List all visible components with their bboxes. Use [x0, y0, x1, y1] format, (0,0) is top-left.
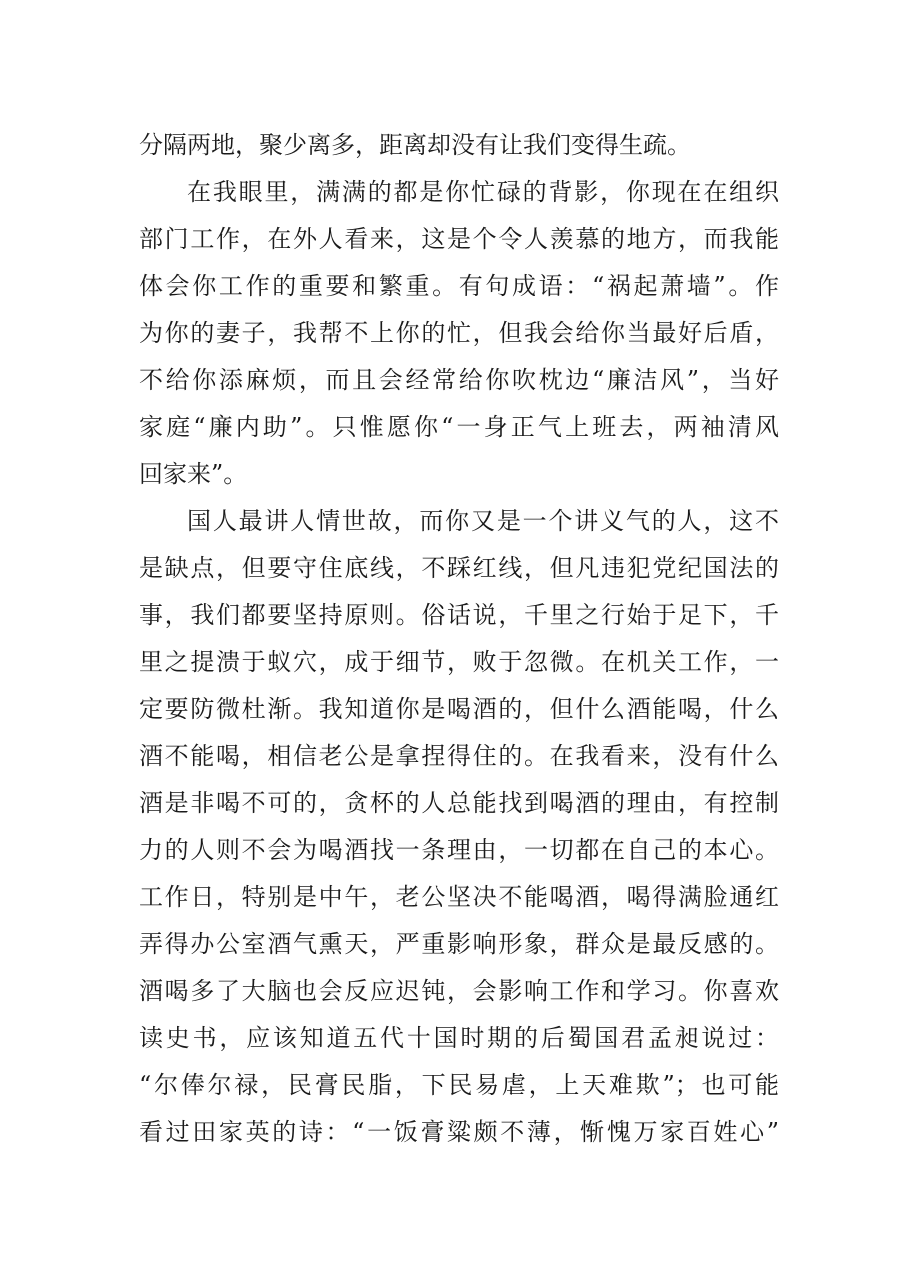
text-line: 酒喝多了大脑也会反应迟钝，会影响工作和学习。你喜欢	[139, 977, 779, 1005]
text-line: 分隔两地，聚少离多，距离却没有让我们变得生疏。	[139, 131, 691, 159]
text-line: 体会你工作的重要和繁重。有句成语：“祸起萧墙”。作	[139, 272, 779, 300]
text-line: 回家来”。	[139, 460, 248, 488]
text-line: 工作日，特别是中午，老公坚决不能喝酒，喝得满脸通红	[139, 883, 779, 911]
text-line: 为你的妻子，我帮不上你的忙，但我会给你当最好后盾，	[139, 319, 779, 347]
text-line: 在我眼里，满满的都是你忙碌的背影，你现在在组织	[187, 178, 779, 206]
text-line: 是缺点，但要守住底线，不踩红线，但凡违犯党纪国法的	[139, 554, 779, 582]
text-line: 部门工作，在外人看来，这是个令人羡慕的地方，而我能	[139, 225, 779, 253]
text-line: 读史书，应该知道五代十国时期的后蜀国君孟昶说过：	[139, 1024, 779, 1052]
text-line: 弄得办公室酒气熏天，严重影响形象，群众是最反感的。	[139, 930, 779, 958]
text-line: 里之提溃于蚁穴，成于细节，败于忽微。在机关工作，一	[139, 648, 779, 676]
text-line: 力的人则不会为喝酒找一条理由，一切都在自己的本心。	[139, 836, 779, 864]
text-line: 不给你添麻烦，而且会经常给你吹枕边“廉洁风”，当好	[139, 366, 779, 394]
text-line: 酒不能喝，相信老公是拿捏得住的。在我看来，没有什么	[139, 742, 779, 770]
text-line: 国人最讲人情世故，而你又是一个讲义气的人，这不	[187, 507, 779, 535]
text-line: 酒是非喝不可的，贪杯的人总能找到喝酒的理由，有控制	[139, 789, 779, 817]
text-line: 定要防微杜渐。我知道你是喝酒的，但什么酒能喝，什么	[139, 695, 779, 723]
text-line: 看过田家英的诗：“一饭膏粱颇不薄，惭愧万家百姓心”	[139, 1118, 779, 1146]
text-line: 家庭“廉内助”。只惟愿你“一身正气上班去，两袖清风	[139, 413, 779, 441]
text-line: “尔俸尔禄，民膏民脂，下民易虐，上天难欺”；也可能	[139, 1071, 779, 1099]
text-line: 事，我们都要坚持原则。俗话说，千里之行始于足下，千	[139, 601, 779, 629]
